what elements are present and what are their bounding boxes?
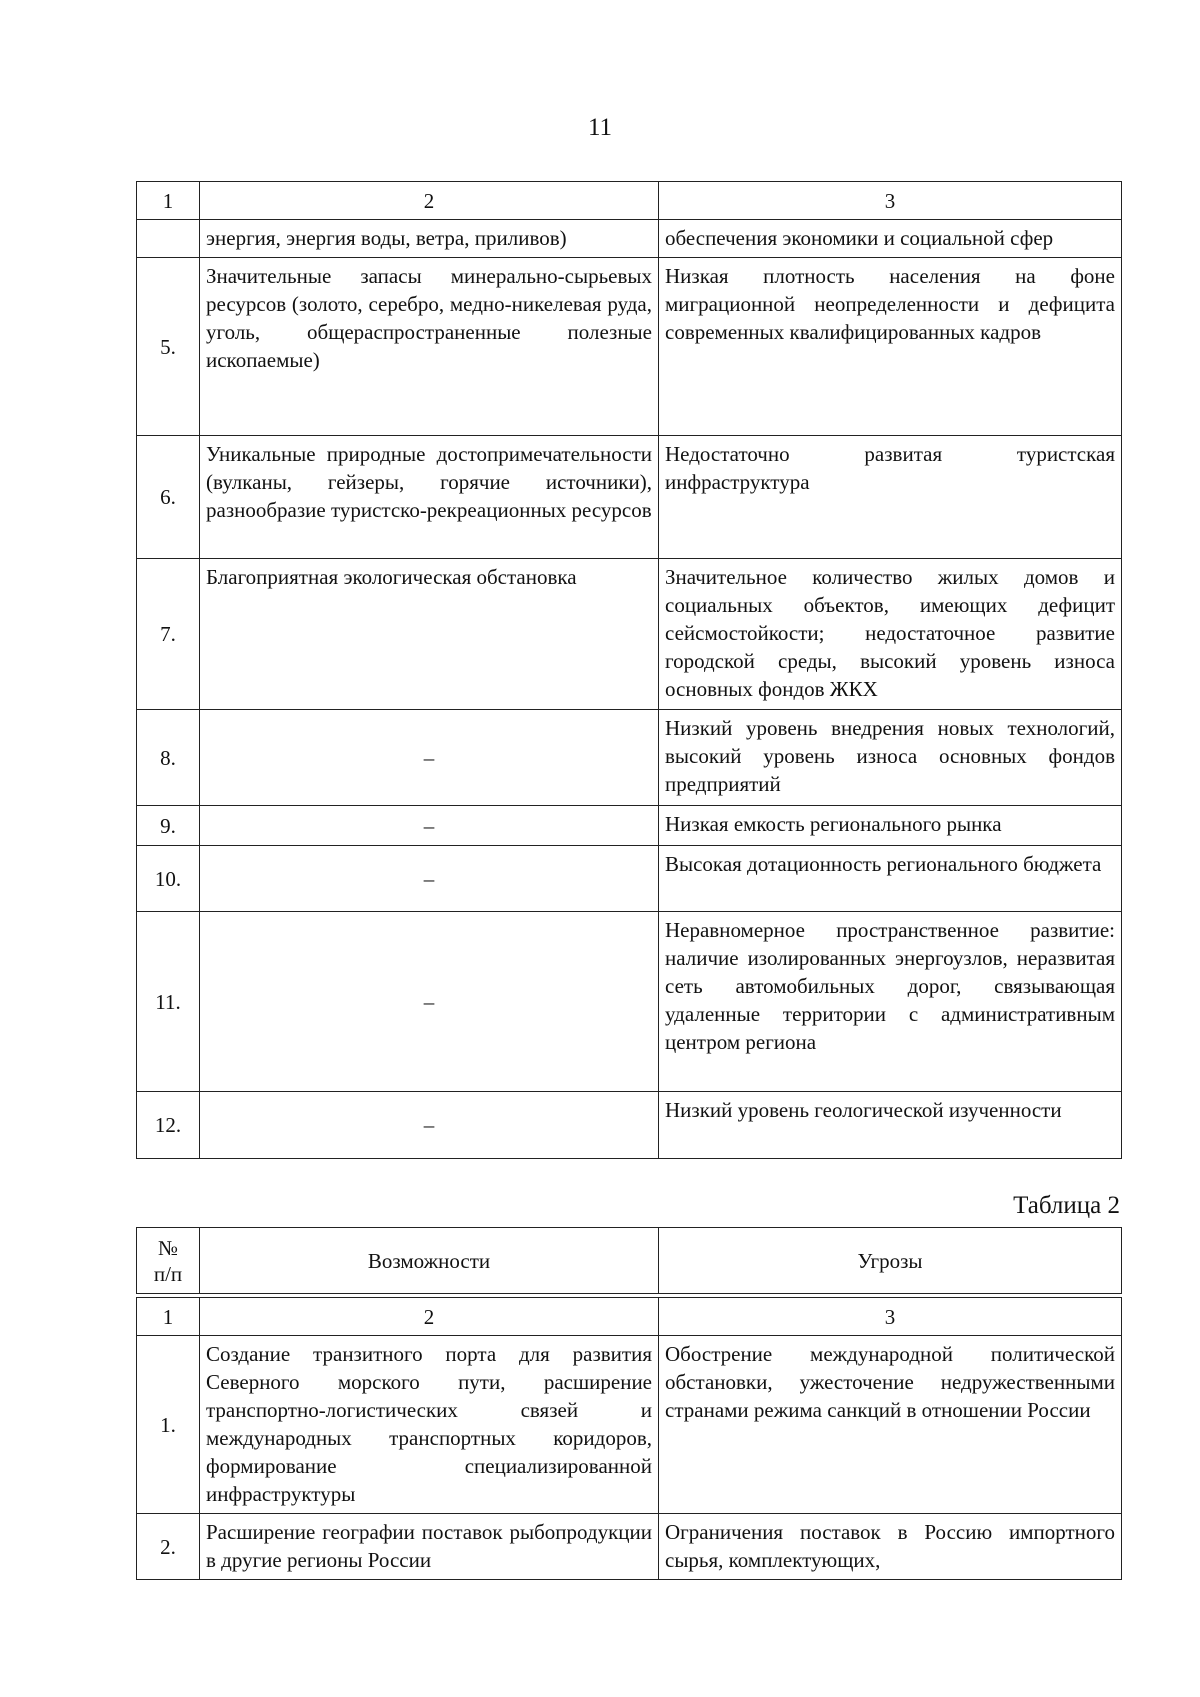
weakness-cell: Недостаточно развитая туристская инфраструктура xyxy=(659,436,1122,559)
row-number: 6. xyxy=(137,436,200,559)
table-row xyxy=(137,710,1122,806)
row-number: 7. xyxy=(137,559,200,710)
threat-cell: Обострение международной политической обстановки, ужесточение недружественными странами режима санкций в отношении России xyxy=(659,1336,1122,1514)
table2-column-headers xyxy=(136,1227,1122,1294)
index-cell: 2 xyxy=(200,1298,659,1336)
header-number-sign: № xyxy=(157,1235,179,1260)
table-caption: Таблица 2 xyxy=(1013,1192,1120,1219)
table-row xyxy=(137,912,1122,1092)
weakness-cell: Низкая емкость регионального рынка xyxy=(659,806,1122,846)
table-header-row xyxy=(137,1228,1122,1294)
strength-cell: Значительные запасы минерально-сырьевых ресурсов (золото, серебро, медно-никелевая руда, уголь, общераспространенные полезные ископаемые) xyxy=(200,258,659,436)
header-threats: Угрозы xyxy=(659,1228,1122,1294)
weakness-cell: Высокая дотационность регионального бюджета xyxy=(659,846,1122,912)
threat-cell: Ограничения поставок в Россию импортного сырья, комплектующих, xyxy=(659,1514,1122,1580)
row-number: 1. xyxy=(137,1336,200,1514)
swot-table-opportunities-threats xyxy=(136,1297,1122,1580)
index-cell: 3 xyxy=(659,1298,1122,1336)
strength-cell: Благоприятная экологическая обстановка xyxy=(200,559,659,710)
weakness-cell: Значительное количество жилых домов и социальных объектов, имеющих дефицит сейсмостойкости; недостаточное развитие городской среды, высокий уровень износа основных фондов ЖКХ xyxy=(659,559,1122,710)
table-header-row xyxy=(137,182,1122,220)
row-number: 10. xyxy=(137,846,200,912)
table-row xyxy=(137,1092,1122,1159)
table-row xyxy=(137,1336,1122,1514)
weakness-cell: Низкий уровень внедрения новых технологий, высокий уровень износа основных фондов предприятий xyxy=(659,710,1122,806)
header-cell: 2 xyxy=(200,182,659,220)
strength-cell: энергия, энергия воды, ветра, приливов) xyxy=(200,220,659,258)
table-row xyxy=(137,559,1122,710)
page-number: 11 xyxy=(587,114,613,141)
weakness-cell: Неравномерное пространственное развитие: наличие изолированных энергоузлов, неразвитая сеть автомобильных дорог, связывающая удаленные территории с административным центром региона xyxy=(659,912,1122,1092)
row-number: 12. xyxy=(137,1092,200,1159)
table-row xyxy=(137,846,1122,912)
table-index-row xyxy=(137,1298,1122,1336)
row-number: 9. xyxy=(137,806,200,846)
weakness-cell: Низкая плотность населения на фоне миграционной неопределенности и дефицита современных квалифицированных кадров xyxy=(659,258,1122,436)
strength-cell: – xyxy=(200,846,659,912)
strength-cell: – xyxy=(200,710,659,806)
row-number: 8. xyxy=(137,710,200,806)
row-number: 11. xyxy=(137,912,200,1092)
row-number: 2. xyxy=(137,1514,200,1580)
table-row xyxy=(137,806,1122,846)
strength-cell: – xyxy=(200,1092,659,1159)
header-cell: 1 xyxy=(137,182,200,220)
row-number xyxy=(137,220,200,258)
opportunity-cell: Расширение географии поставок рыбопродукции в другие регионы России xyxy=(200,1514,659,1580)
strength-cell: – xyxy=(200,806,659,846)
weakness-cell: Низкий уровень геологической изученности xyxy=(659,1092,1122,1159)
swot-table-strengths-weaknesses xyxy=(136,181,1122,1159)
table-row xyxy=(137,436,1122,559)
header-number-cell xyxy=(137,1228,200,1294)
strength-cell: – xyxy=(200,912,659,1092)
header-opportunities: Возможности xyxy=(200,1228,659,1294)
weakness-cell: обеспечения экономики и социальной сфер xyxy=(659,220,1122,258)
index-cell: 1 xyxy=(137,1298,200,1336)
strength-cell: Уникальные природные достопримечательности (вулканы, гейзеры, горячие источники), разнообразие туристско-рекреационных ресурсов xyxy=(200,436,659,559)
row-number: 5. xyxy=(137,258,200,436)
header-cell: 3 xyxy=(659,182,1122,220)
table-row xyxy=(137,1514,1122,1580)
table-row xyxy=(137,258,1122,436)
header-number-abbrev: п/п xyxy=(153,1261,183,1286)
opportunity-cell: Создание транзитного порта для развития Северного морского пути, расширение транспортно-логистических связей и международных транспортных коридоров, формирование специализированной инфраструктуры xyxy=(200,1336,659,1514)
table-row xyxy=(137,220,1122,258)
